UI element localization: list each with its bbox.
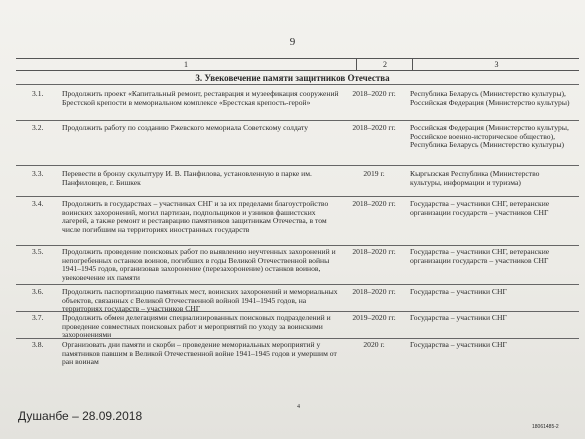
row-text: Продолжить обмен делегациями специализированных поисковых подразделений и проведение совместных поисковых работ и мероприятий по уходу за воинскими захоронениями [62, 313, 331, 340]
row-executors: Государства – участники СНГ, ветеранские организации государств – участников СНГ [410, 199, 550, 217]
page-number: 9 [289, 36, 296, 48]
footer-mark: 4 [297, 404, 300, 410]
row-divider [16, 120, 579, 121]
row-executors: Республика Беларусь (Министерство культуры), Российская Федерация (Министерство культуры) [410, 89, 570, 107]
row-text: Организовать дни памяти и скорби – проведение мемориальных мероприятий у памятников павшим в Великой Отечественной войне 1941–1945 годов и умершим от ран воинам [62, 340, 337, 367]
row-years: 2019 г. [363, 169, 385, 178]
footer-place-date: Душанбе – 28.09.2018 [18, 409, 143, 423]
row-years: 2018–2020 гг. [352, 199, 396, 208]
row-divider [16, 311, 579, 312]
row-divider [16, 196, 579, 197]
row-text: Продолжить в государствах – участниках СНГ и за их пределами благоустройство воинских захоронений, могил партизан, подпольщиков и узников фашистских лагерей, а также ремонт и реставрацию памятников защитникам Отечества, в том числе погибшим на территориях иностранных государств [62, 199, 329, 234]
header-col-2: 2 [356, 59, 413, 70]
header-col-3: 3 [412, 59, 580, 70]
row-text: Продолжить проект «Капитальный ремонт, реставрация и музеефикация сооружений Брестской крепости в мемориальном комплексе «Брестская крепость-герой» [62, 89, 339, 107]
row-number: 3.6. [32, 287, 44, 296]
row-years: 2019–2020 гг. [352, 313, 396, 322]
row-number: 3.3. [32, 169, 44, 178]
row-text: Перевести в бронзу скульптуру И. В. Панфилова, установленную в парке им. Панфиловцев, г. Бишкек [62, 169, 312, 187]
row-text: Продолжить паспортизацию памятных мест, воинских захоронений и мемориальных объектов, связанных с Великой Отечественной войной 1941–1945 годов, на территориях государств – участников СНГ [62, 287, 338, 314]
row-executors: Государства – участники СНГ [410, 340, 507, 349]
row-executors: Государства – участники СНГ [410, 287, 507, 296]
row-number: 3.1. [32, 89, 44, 98]
row-years: 2020 г. [363, 340, 385, 349]
row-number: 3.8. [32, 340, 44, 349]
row-executors: Государства – участники СНГ, ветеранские организации государств – участников СНГ [410, 247, 550, 265]
row-number: 3.7. [32, 313, 44, 322]
row-divider [16, 284, 579, 285]
row-number: 3.2. [32, 123, 44, 132]
header-col-1: 1 [184, 60, 188, 69]
row-executors: Российская Федерация (Министерство культуры, Российское военно-историческое общество), Республика Беларусь (Министерство культуры) [410, 123, 569, 150]
row-years: 2018–2020 гг. [352, 287, 396, 296]
table-header-row [16, 58, 579, 71]
row-years: 2018–2020 гг. [352, 247, 396, 256]
row-divider [16, 165, 579, 166]
row-years: 2018–2020 гг. [352, 123, 396, 132]
row-divider [16, 338, 579, 339]
row-executors: Кыргызская Республика (Министерство культуры, информации и туризма) [410, 169, 540, 187]
row-text: Продолжить работу по созданию Ржевского мемориала Советскому солдату [62, 123, 308, 132]
row-years: 2018–2020 гг. [352, 89, 396, 98]
row-number: 3.5. [32, 247, 44, 256]
section-title: 3. Увековечение памяти защитников Отечества [195, 73, 390, 83]
section-rule [16, 84, 579, 85]
row-number: 3.4. [32, 199, 44, 208]
footer-doc-code: 18061485-2 [532, 424, 559, 430]
row-executors: Государства – участники СНГ [410, 313, 507, 322]
row-text: Продолжить проведение поисковых работ по выявлению неучтенных захоронений и непогребенных останков воинов, погибших в годы Великой Отечественной войны 1941–1945 годов, организовав захоронение (перезахоронение) останков воинов, увековечение их памяти [62, 247, 336, 282]
row-divider [16, 245, 579, 246]
